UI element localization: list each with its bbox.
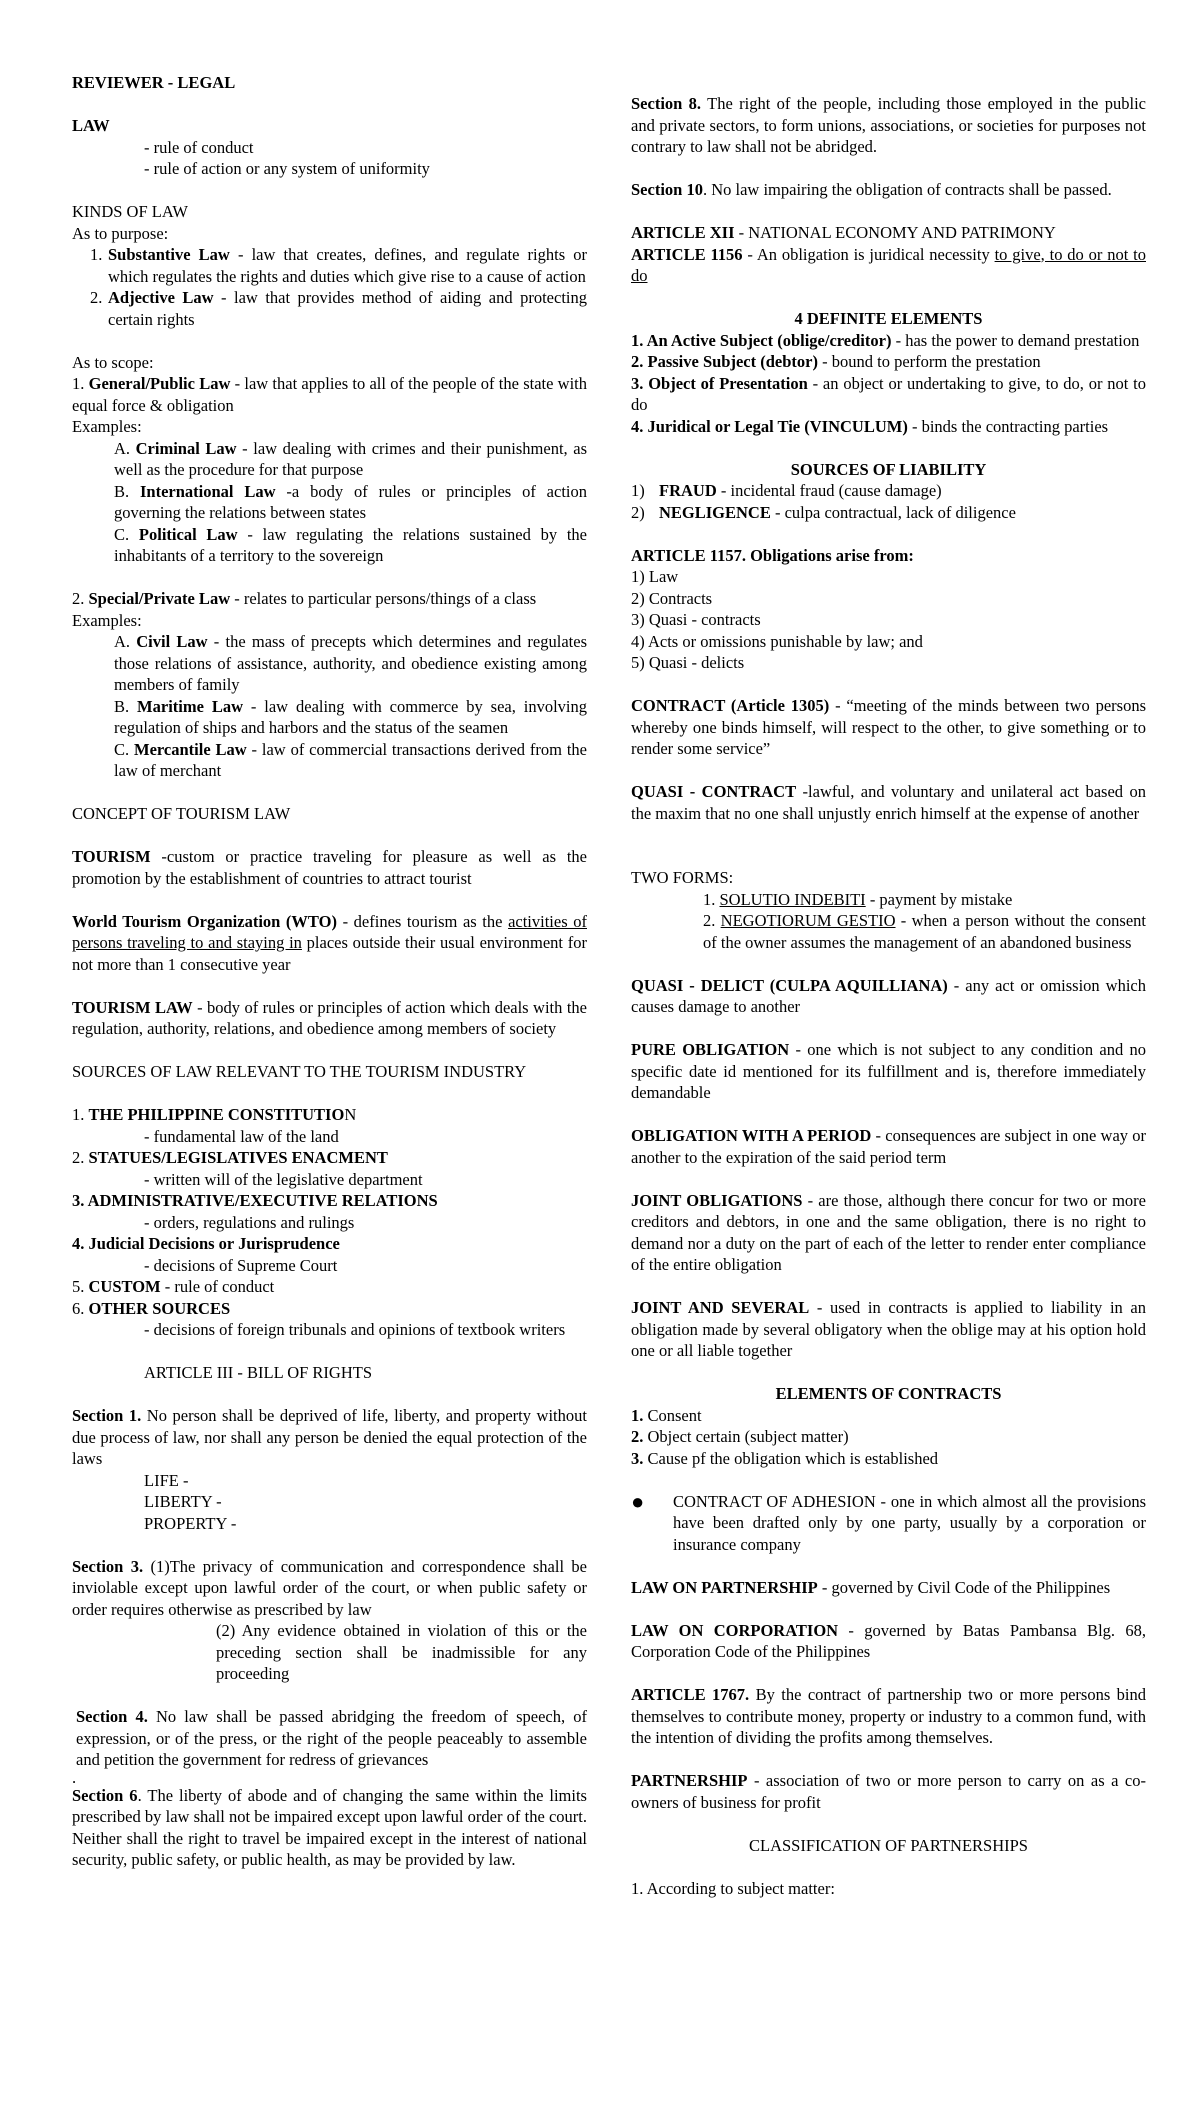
- kinds-of-law-heading: KINDS OF LAW: [72, 202, 189, 221]
- list-item: 6. OTHER SOURCES: [72, 1298, 231, 1318]
- as-to-scope-label: As to scope:: [72, 352, 154, 372]
- list-item: 2. Object certain (subject matter): [631, 1427, 849, 1446]
- elements-heading: 4 DEFINITE ELEMENTS: [794, 309, 983, 328]
- definition-paragraph: PURE OBLIGATION - one which is not subject to any condition and no specific date id mentioned for its fulfillment and is, therefore immediately demandable: [631, 1040, 1146, 1102]
- rights-item: PROPERTY -: [144, 1513, 237, 1533]
- definition-paragraph: World Tourism Organization (WTO) - defines tourism as the activities of persons traveling to and staying in places outside their usual environment for not more than 1 consecutive year: [72, 911, 587, 974]
- list-item: 1. Substantive Law - law that creates, defines, and regulate rights or which regulates the rights and duties which give rise to a cause of action: [90, 245, 587, 286]
- list-item: 3) Quasi - contracts: [631, 610, 761, 629]
- left-column: [72, 72, 587, 1871]
- section-paragraph: Section 6. The liberty of abode and of changing the same within the limits prescribed by law shall not be impaired except upon lawful order of the court. Neither shall the right to travel be impaired except in the interest of national security, public safety, or public health, as may be provided by law.: [72, 1785, 587, 1869]
- definition-paragraph: QUASI - DELICT (CULPA AQUILLIANA) - any act or omission which causes damage to another: [631, 975, 1146, 1016]
- definition-paragraph: PARTNERSHIP - association of two or more person to carry on as a co-owners of business for profit: [631, 1771, 1146, 1812]
- list-item: 2) NEGLIGENCE - culpa contractual, lack of diligence: [631, 502, 1016, 522]
- list-item-definition: - fundamental law of the land: [144, 1126, 339, 1146]
- list-item: 2. Passive Subject (debtor) - bound to perform the prestation: [631, 352, 1041, 371]
- section-paragraph: (2) Any evidence obtained in violation of this or the preceding section shall be inadmissible for any proceeding: [216, 1621, 587, 1683]
- article-heading: ARTICLE XII - NATIONAL ECONOMY AND PATRIMONY: [631, 223, 1056, 242]
- bullet-item: ● CONTRACT OF ADHESION - one in which almost all the provisions have been drafted only by one party, usually by a corporation or insurance company: [631, 1488, 1146, 1554]
- list-item: 3. Cause pf the obligation which is established: [631, 1448, 939, 1468]
- list-item: 1. THE PHILIPPINE CONSTITUTION: [72, 1105, 357, 1124]
- section-paragraph: Section 10. No law impairing the obligation of contracts shall be passed.: [631, 180, 1112, 199]
- article-paragraph: ARTICLE 1767. By the contract of partnership two or more persons bind themselves to contribute money, property or industry to a common fund, with the intention of dividing the profits among themselves.: [631, 1685, 1146, 1747]
- list-item-definition: - decisions of Supreme Court: [144, 1255, 338, 1275]
- section-paragraph: Section 3. (1)The privacy of communication and correspondence shall be inviolable except upon lawful order of the court, or when public safety or order requires otherwise as prescribed by law: [72, 1556, 587, 1619]
- definition-paragraph: LAW ON PARTNERSHIP - governed by Civil Code of the Philippines: [631, 1577, 1111, 1597]
- list-item: C. Political Law - law regulating the relations sustained by the inhabitants of a territory to the sovereign: [114, 524, 588, 565]
- list-item: B. Maritime Law - law dealing with commerce by sea, involving regulation of ships and harbors and the status of the seamen: [114, 696, 588, 737]
- list-item: 1. Consent: [631, 1405, 702, 1425]
- law-definition: - rule of action or any system of uniformity: [144, 159, 430, 178]
- section-paragraph: Section 8. The right of the people, including those employed in the public and private sectors, to form unions, associations, or societies for purposes not contrary to law shall not be abridged.: [631, 94, 1146, 156]
- article-heading: ARTICLE III - BILL OF RIGHTS: [144, 1363, 372, 1382]
- list-item: A. Criminal Law - law dealing with crimes and their punishment, as well as the procedure for that purpose: [114, 438, 587, 479]
- list-item: 1) Law: [631, 567, 679, 586]
- list-item: 2. NEGOTIORUM GESTIO - when a person without the consent of the owner assumes the management of an abandoned business: [703, 911, 1146, 952]
- law-definition: - rule of conduct: [144, 137, 254, 157]
- list-item: 4) Acts or omissions punishable by law; and: [631, 631, 923, 651]
- as-to-purpose-label: As to purpose:: [72, 223, 169, 243]
- classification-heading: CLASSIFICATION OF PARTNERSHIPS: [749, 1835, 1028, 1855]
- list-item: 3. ADMINISTRATIVE/EXECUTIVE RELATIONS: [72, 1191, 438, 1210]
- list-item-definition: - written will of the legislative department: [144, 1169, 423, 1189]
- concept-heading: CONCEPT OF TOURISM LAW: [72, 804, 291, 823]
- rights-item: LIBERTY -: [144, 1492, 222, 1511]
- definition-paragraph: JOINT OBLIGATIONS - are those, although there concur for two or more creditors and debtors, in one and the same obligation, there is no right to demand nor a duty on the part of each of the letter to render enter compliance of the entire obligation: [631, 1190, 1146, 1274]
- definition-paragraph: TOURISM LAW - body of rules or principles of action which deals with the regulation, authority, relations, and obedience among members of society: [72, 997, 588, 1038]
- examples-label: Examples:: [72, 610, 142, 630]
- list-item: 4. Judicial Decisions or Jurisprudence: [72, 1234, 340, 1253]
- definition-paragraph: JOINT AND SEVERAL - used in contracts is applied to liability in an obligation made by several obligatory when the oblige may at his option hold one or all liable together: [631, 1298, 1146, 1360]
- list-item: 2) Contracts: [631, 588, 713, 608]
- list-item: 5) Quasi - delicts: [631, 653, 745, 672]
- document-title: REVIEWER - LEGAL: [72, 73, 236, 92]
- definition-paragraph: TOURISM -custom or practice traveling for pleasure as well as the promotion by the establishment of countries to attract tourist: [72, 847, 587, 888]
- law-heading: LAW: [72, 116, 110, 135]
- section-paragraph: Section 4. No law shall be passed abridging the freedom of speech, of expression, or of the press, or the right of the people peaceably to assemble and petition the government for redress of grievances: [76, 1707, 587, 1769]
- list-item-definition: - decisions of foreign tribunals and opinions of textbook writers: [144, 1320, 566, 1339]
- definition-paragraph: CONTRACT (Article 1305) - “meeting of the minds between two persons whereby one binds himself, will respect to the other, to give something or to render some service”: [631, 696, 1146, 758]
- definition-paragraph: OBLIGATION WITH A PERIOD - consequences are subject in one way or another to the expiration of the said period term: [631, 1126, 1146, 1167]
- section-paragraph: Section 1. No person shall be deprived of life, liberty, and property without due process of law, nor shall any person be denied the equal protection of the laws: [72, 1406, 587, 1468]
- list-item: 2. Adjective Law - law that provides method of aiding and protecting certain rights: [90, 288, 587, 329]
- examples-label: Examples:: [72, 417, 142, 436]
- liability-heading: SOURCES OF LIABILITY: [790, 459, 987, 479]
- sources-heading: SOURCES OF LAW RELEVANT TO THE TOURISM INDUSTRY: [72, 1062, 527, 1081]
- list-item: 2. Special/Private Law - relates to particular persons/things of a class: [72, 589, 537, 608]
- list-item: A. Civil Law - the mass of precepts which determines and regulates those relations of assistance, authority, and obedience existing among members of family: [114, 632, 587, 694]
- article-paragraph: ARTICLE 1156 - An obligation is juridical necessity to give, to do or not to do: [631, 244, 1146, 285]
- bullet-icon: ●: [631, 1488, 645, 1514]
- rights-item: LIFE -: [144, 1470, 189, 1490]
- list-item: B. International Law -a body of rules or principles of action governing the relations between states: [114, 481, 587, 522]
- definition-paragraph: LAW ON CORPORATION - governed by Batas Pambansa Blg. 68, Corporation Code of the Philippines: [631, 1620, 1146, 1661]
- definition-paragraph: QUASI - CONTRACT -lawful, and voluntary and unilateral act based on the maxim that no one shall unjustly enrich himself at the expense of another: [631, 782, 1146, 823]
- article-heading: ARTICLE 1157. Obligations arise from:: [631, 545, 914, 565]
- list-item: 3. Object of Presentation - an object or undertaking to give, to do, or not to do: [631, 373, 1146, 414]
- list-item: 4. Juridical or Legal Tie (VINCULUM) - binds the contracting parties: [631, 416, 1109, 436]
- list-item-definition: - orders, regulations and rulings: [144, 1212, 355, 1232]
- list-item: 2. STATUES/LEGISLATIVES ENACMENT: [72, 1148, 388, 1167]
- list-item: 5. CUSTOM - rule of conduct: [72, 1277, 275, 1296]
- list-item: 1. According to subject matter:: [631, 1878, 835, 1898]
- two-forms-label: TWO FORMS:: [631, 868, 734, 887]
- list-item: 1. An Active Subject (oblige/creditor) - has the power to demand prestation: [631, 330, 1140, 350]
- list-item: C. Mercantile Law - law of commercial transactions derived from the law of merchant: [114, 739, 587, 780]
- list-item: 1. SOLUTIO INDEBITI - payment by mistake: [703, 889, 1013, 909]
- list-item: 1. General/Public Law - law that applies to all of the people of the state with equal force & obligation: [72, 374, 588, 415]
- stray-dot: .: [72, 1767, 77, 1787]
- right-column: [631, 93, 1146, 1899]
- list-item: 1) FRAUD - incidental fraud (cause damage): [631, 481, 942, 500]
- elements-of-contracts-heading: ELEMENTS OF CONTRACTS: [775, 1384, 1002, 1403]
